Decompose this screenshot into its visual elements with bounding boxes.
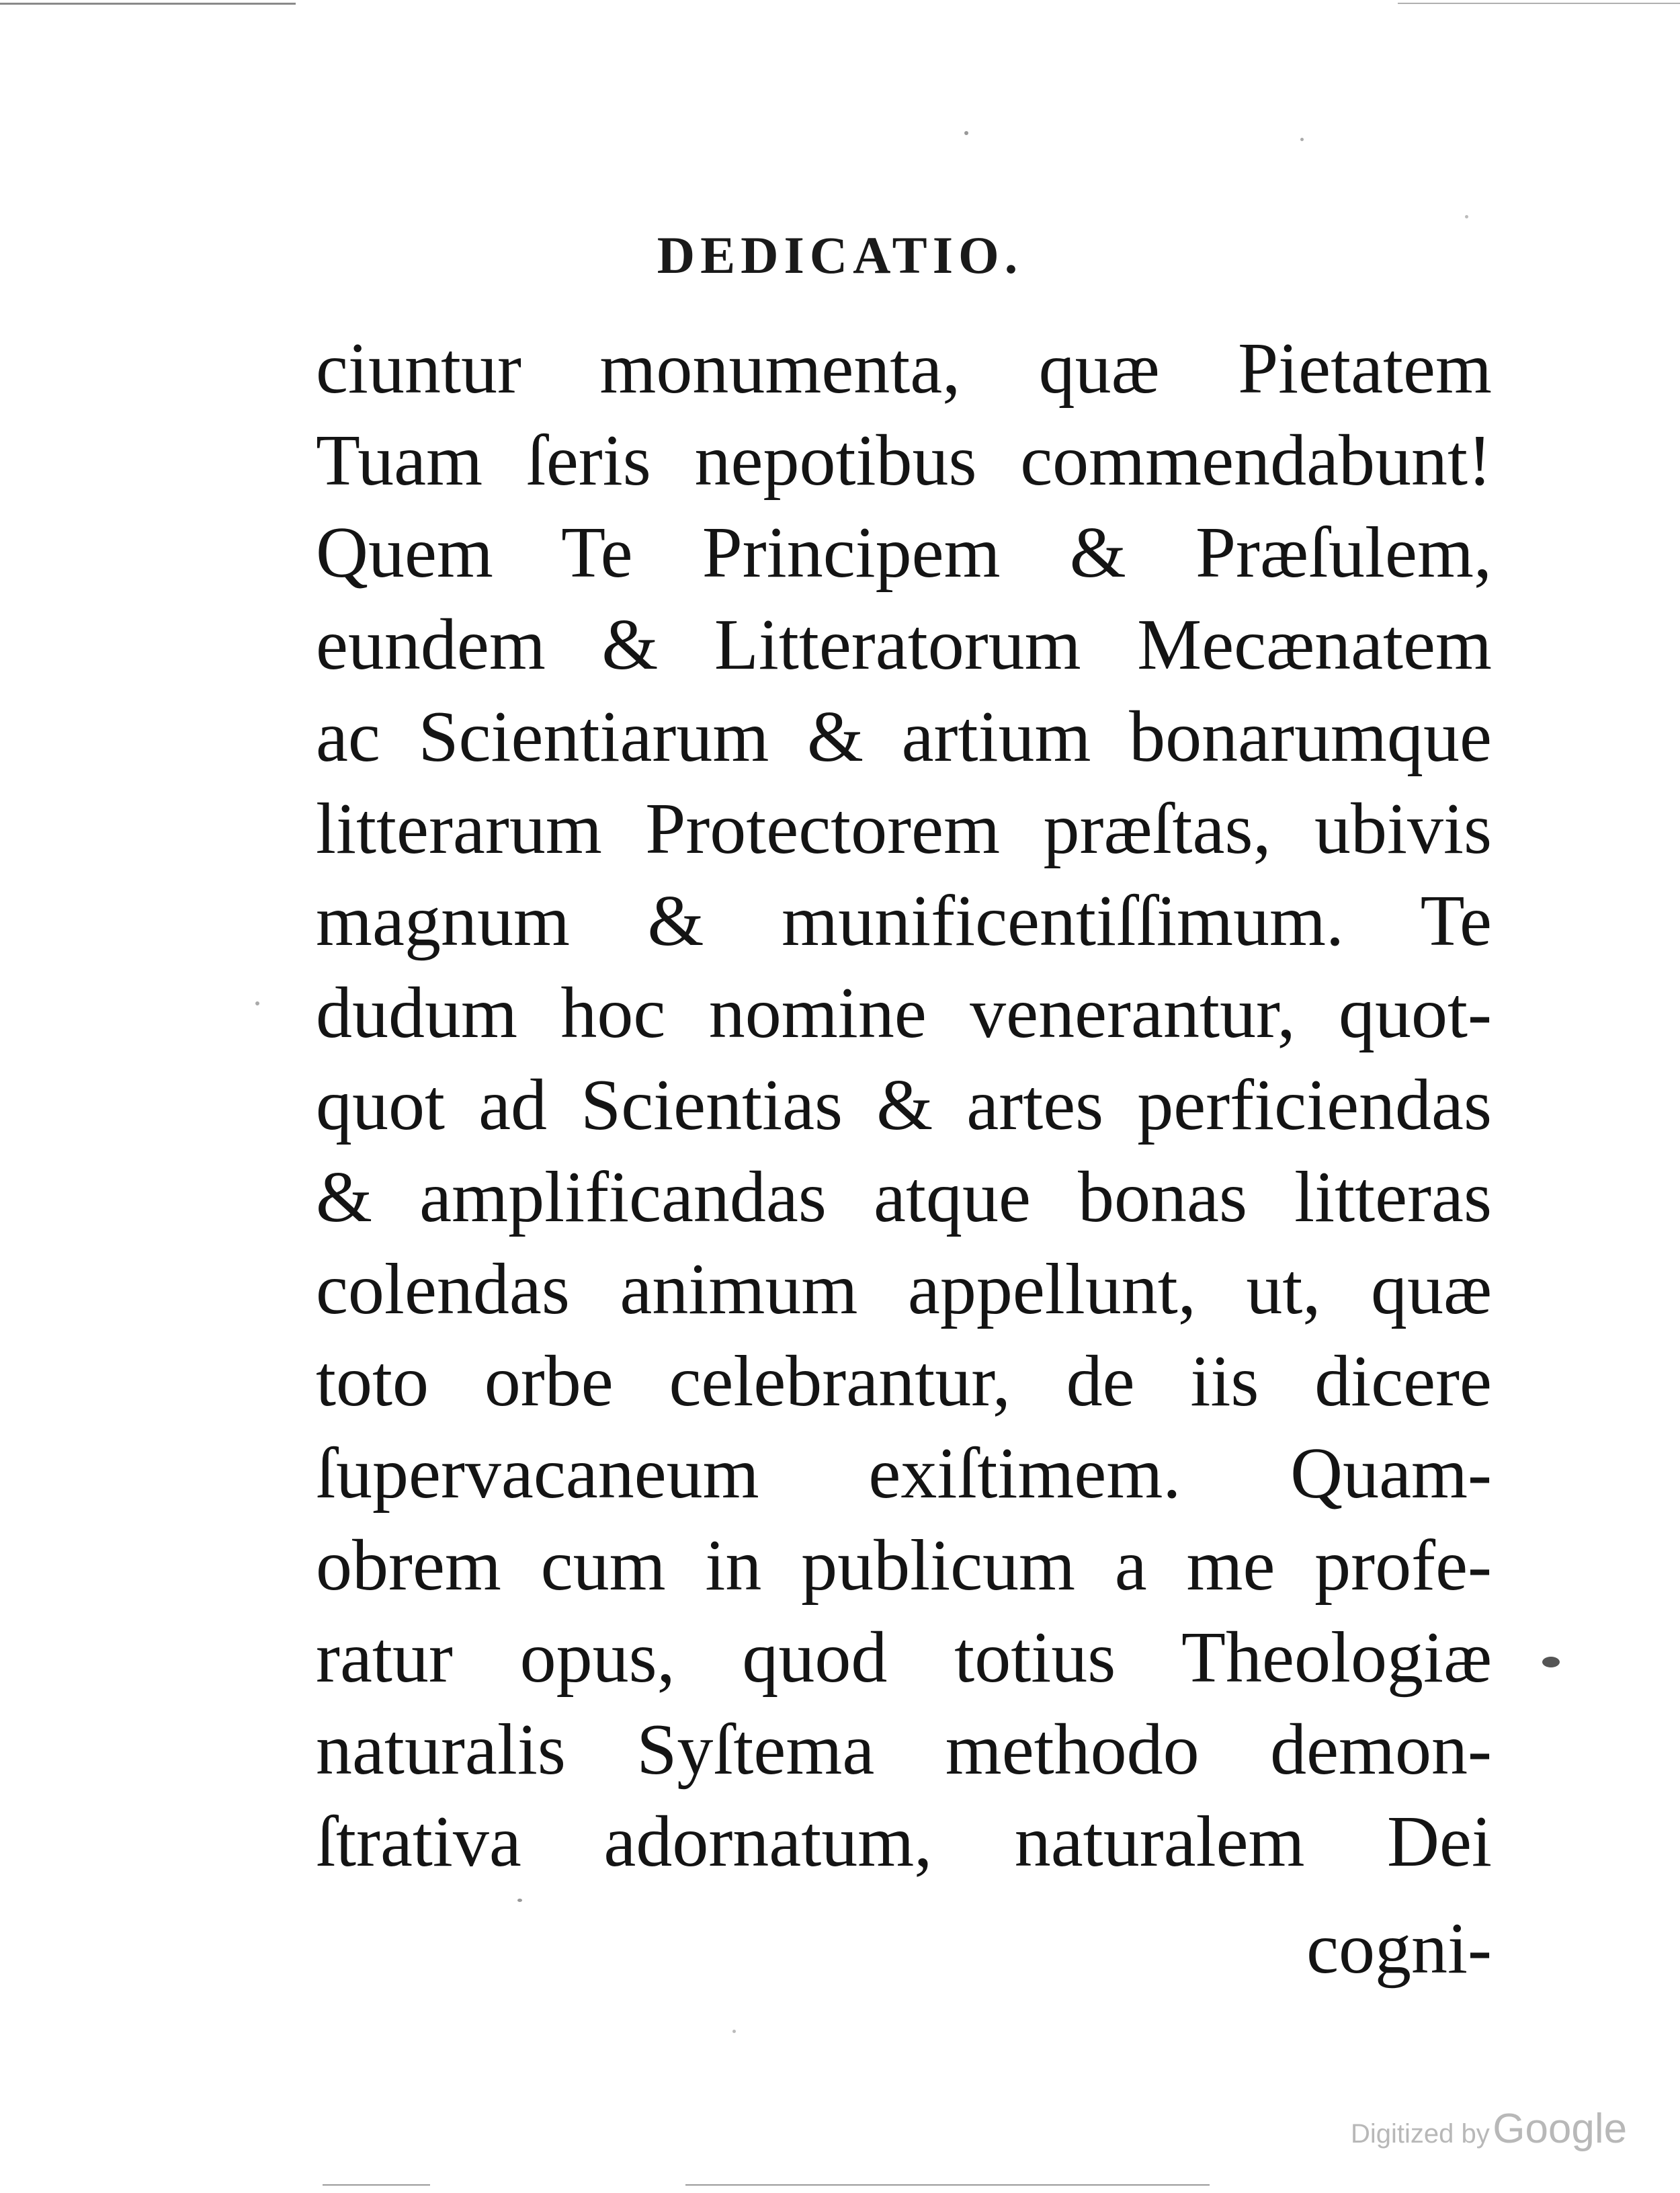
text-line: obrem cum in publicum a me profe- bbox=[316, 1526, 1492, 1606]
scan-edge-line bbox=[323, 2184, 430, 2186]
ink-speck bbox=[255, 1001, 259, 1005]
text-line: toto orbe celebrantur, de iis dicere bbox=[316, 1341, 1492, 1421]
text-line: eundem & Litteratorum Mecænatem bbox=[316, 605, 1492, 685]
digitization-watermark bbox=[1351, 2105, 1627, 2153]
scan-edge-line bbox=[1398, 3, 1680, 4]
text-line: & amplificandas atque bonas litteras bbox=[316, 1157, 1492, 1237]
text-line: Quem Te Principem & Præſulem, bbox=[316, 513, 1492, 593]
text-line: ciuntur monumenta, quæ Pietatem bbox=[316, 329, 1492, 409]
text-line: colendas animum appellunt, ut, quæ bbox=[316, 1249, 1492, 1329]
text-line: naturalis Syſtema methodo demon- bbox=[316, 1710, 1492, 1790]
text-line: quot ad Scientias & artes perficiendas bbox=[316, 1065, 1492, 1145]
ink-speck bbox=[732, 2030, 736, 2033]
scan-edge-line bbox=[0, 3, 296, 5]
text-line: dudum hoc nomine venerantur, quot- bbox=[316, 973, 1492, 1053]
running-head: DEDICATIO. bbox=[657, 226, 1023, 284]
text-line: ac Scientiarum & artium bonarumque bbox=[316, 697, 1492, 777]
ink-speck bbox=[1542, 1657, 1560, 1667]
ink-speck bbox=[1465, 215, 1468, 218]
text-line: magnum & munificentiſſimum. Te bbox=[316, 881, 1492, 961]
text-line: ratur opus, quod totius Theologiæ bbox=[316, 1618, 1492, 1698]
watermark-prefix: Digitized by bbox=[1351, 2119, 1490, 2149]
ink-speck bbox=[517, 1899, 522, 1902]
ink-speck bbox=[1300, 138, 1304, 141]
body-text bbox=[316, 323, 1492, 1995]
text-line: ſtrativa adornatum, naturalem Dei bbox=[316, 1802, 1492, 1882]
google-logo: Google bbox=[1493, 2106, 1628, 2152]
text-line: Tuam ſeris nepotibus commendabunt! bbox=[316, 421, 1492, 501]
ink-speck bbox=[964, 131, 968, 135]
catchword: cogni- bbox=[1306, 1909, 1492, 1989]
text-line: litterarum Protectorem præſtas, ubivis bbox=[316, 789, 1492, 869]
text-line: ſupervacaneum exiſtimem. Quam- bbox=[316, 1434, 1492, 1514]
scan-edge-line bbox=[685, 2184, 1210, 2186]
